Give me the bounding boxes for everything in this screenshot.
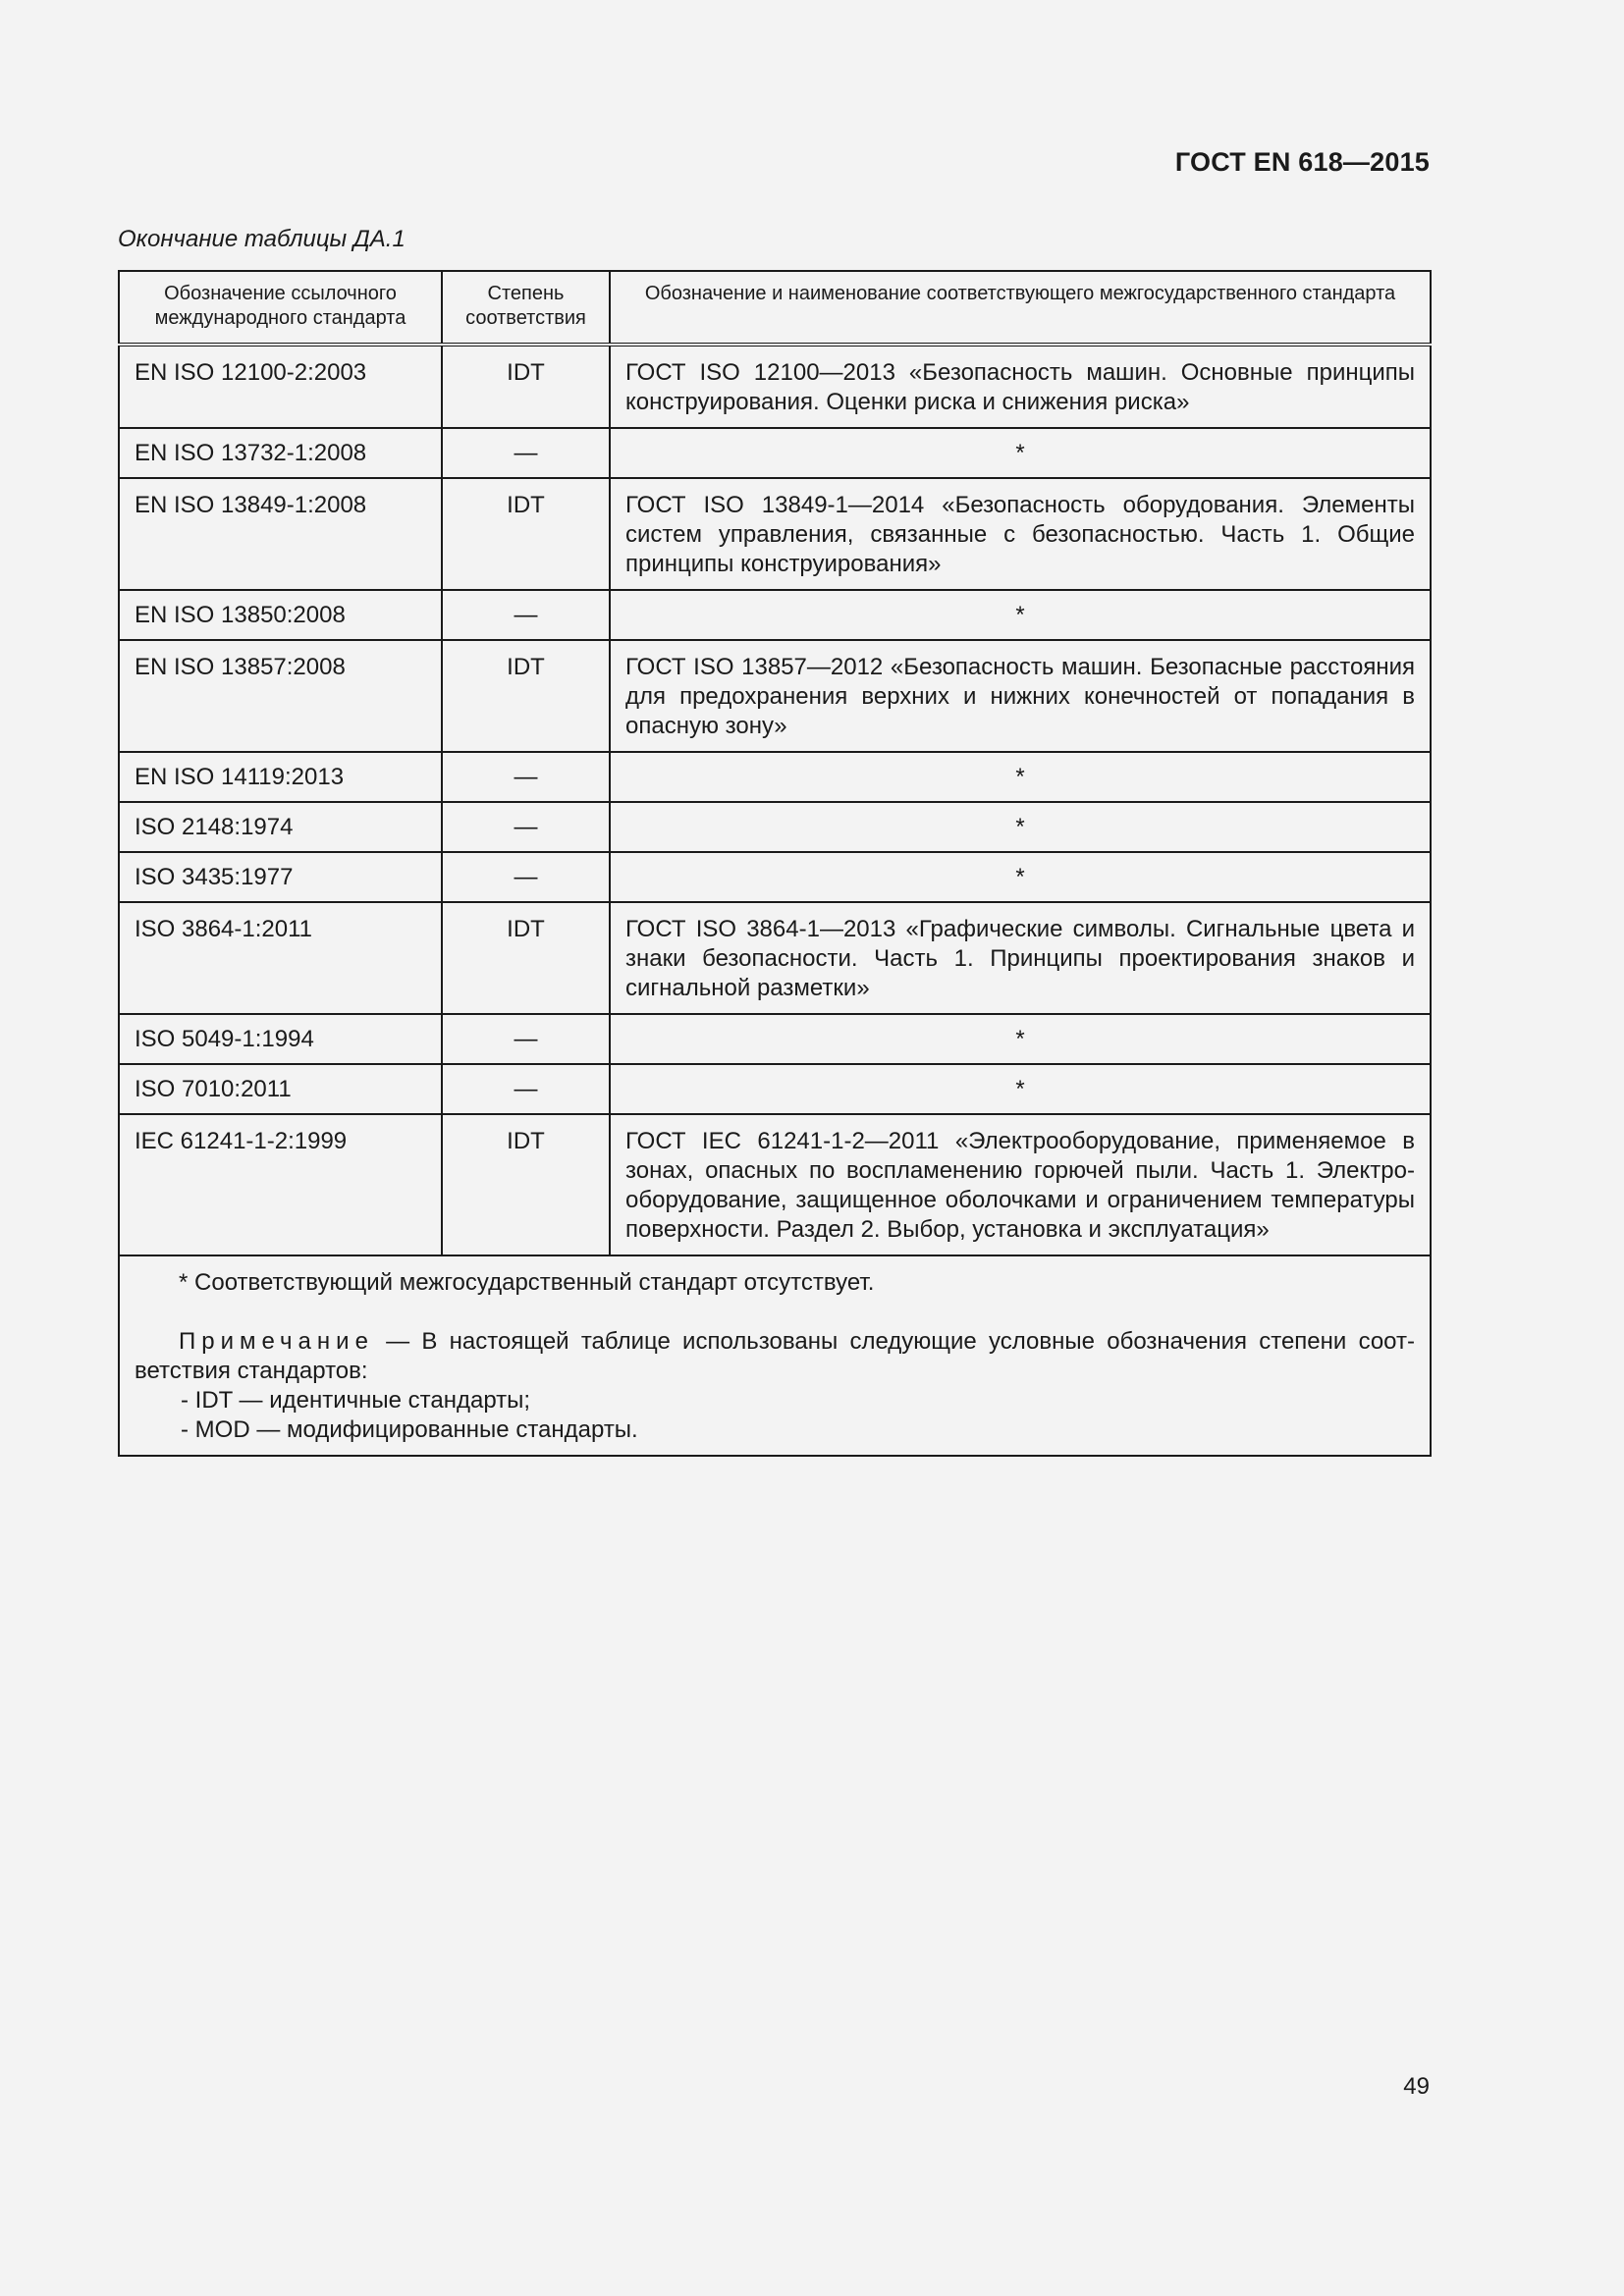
note-label: Примечание <box>179 1328 374 1355</box>
footnote: * Соответствующий межгосударственный стандарт отсутствует. <box>179 1269 875 1296</box>
table-row <box>119 1064 1431 1114</box>
ref-standard-cell: ISO 7010:2011 <box>119 1064 442 1114</box>
table-row <box>119 428 1431 478</box>
note-paragraph <box>135 1327 1415 1386</box>
ref-standard-cell: ISO 2148:1974 <box>119 802 442 852</box>
table-row <box>119 1114 1431 1255</box>
column-header-gost: Обозначение и наименование соответствующего межгосударственного стандарта <box>610 271 1431 345</box>
degree-cell: — <box>442 428 610 478</box>
table-row <box>119 852 1431 902</box>
ref-standard-cell: ISO 3435:1977 <box>119 852 442 902</box>
gost-cell: ГОСТ ISO 12100—2013 «Безопасность машин. Основные принципы конструирования. Оценки риска и снижения риска» <box>610 345 1431 428</box>
degree-cell: IDT <box>442 1114 610 1255</box>
document-code: ГОСТ EN 618—2015 <box>1174 147 1430 177</box>
gost-cell: ГОСТ ISO 13857—2012 «Безопасность машин. Безопасные расстояния для предохранения верхних и нижних конечностей от попадания в опасную зону» <box>610 640 1431 752</box>
degree-cell: IDT <box>442 902 610 1014</box>
gost-cell: * <box>610 590 1431 640</box>
ref-standard-cell: EN ISO 13849-1:2008 <box>119 478 442 590</box>
degree-cell: IDT <box>442 478 610 590</box>
table-row <box>119 1014 1431 1064</box>
gost-cell: * <box>610 802 1431 852</box>
degree-cell: — <box>442 1014 610 1064</box>
ref-standard-cell: EN ISO 13732-1:2008 <box>119 428 442 478</box>
column-header-degree: Степень соответствия <box>442 271 610 345</box>
table-row <box>119 590 1431 640</box>
gost-cell: * <box>610 1064 1431 1114</box>
page-number: 49 <box>1403 2073 1430 2100</box>
degree-cell: IDT <box>442 345 610 428</box>
gost-cell: * <box>610 428 1431 478</box>
column-header-ref: Обозначение ссылочного международного стандарта <box>119 271 442 345</box>
ref-standard-cell: ISO 5049-1:1994 <box>119 1014 442 1064</box>
table-row <box>119 478 1431 590</box>
table-row <box>119 345 1431 428</box>
degree-cell: — <box>442 752 610 802</box>
degree-cell: — <box>442 1064 610 1114</box>
standards-table <box>118 270 1432 1457</box>
gost-cell: * <box>610 1014 1431 1064</box>
ref-standard-cell: ISO 3864-1:2011 <box>119 902 442 1014</box>
notes-cell <box>119 1255 1431 1456</box>
gost-cell: ГОСТ ISO 3864-1—2013 «Графические символы. Сигнальные цвета и знаки безопасности. Часть 1. Принципы проектирования знаков и сигнальной разметки» <box>610 902 1431 1014</box>
notes-row <box>119 1255 1431 1456</box>
gost-cell: ГОСТ ISO 13849-1—2014 «Безопасность оборудования. Элементы систем управления, связанные с безопасностью. Часть 1. Общие принципы конструирования» <box>610 478 1431 590</box>
degree-cell: IDT <box>442 640 610 752</box>
table-row <box>119 640 1431 752</box>
table-caption: Окончание таблицы ДА.1 <box>118 226 406 252</box>
ref-standard-cell: EN ISO 14119:2013 <box>119 752 442 802</box>
note-text: — В настоящей таблице использованы следующие условные обозначения степени соответствия стандартов: <box>135 1328 1415 1384</box>
table-header-row <box>119 271 1431 345</box>
table-row <box>119 752 1431 802</box>
note-list-item: - IDT — идентичные стандарты; <box>181 1387 531 1414</box>
table-row <box>119 902 1431 1014</box>
ref-standard-cell: EN ISO 12100-2:2003 <box>119 345 442 428</box>
table-row <box>119 802 1431 852</box>
degree-cell: — <box>442 852 610 902</box>
gost-cell: * <box>610 852 1431 902</box>
ref-standard-cell: EN ISO 13857:2008 <box>119 640 442 752</box>
degree-cell: — <box>442 802 610 852</box>
ref-standard-cell: IEC 61241-1-2:1999 <box>119 1114 442 1255</box>
ref-standard-cell: EN ISO 13850:2008 <box>119 590 442 640</box>
gost-cell: * <box>610 752 1431 802</box>
gost-cell: ГОСТ IEC 61241-1-2—2011 «Электрооборудование, применяемое в зонах, опасных по воспламенению горючей пыли. Часть 1. Электрооборудование, защищенное оболочками и ограничением температуры поверхности. Раздел 2. Выбор, установка и эксплуатация» <box>610 1114 1431 1255</box>
degree-cell: — <box>442 590 610 640</box>
note-list-item: - MOD — модифицированные стандарты. <box>181 1416 638 1443</box>
